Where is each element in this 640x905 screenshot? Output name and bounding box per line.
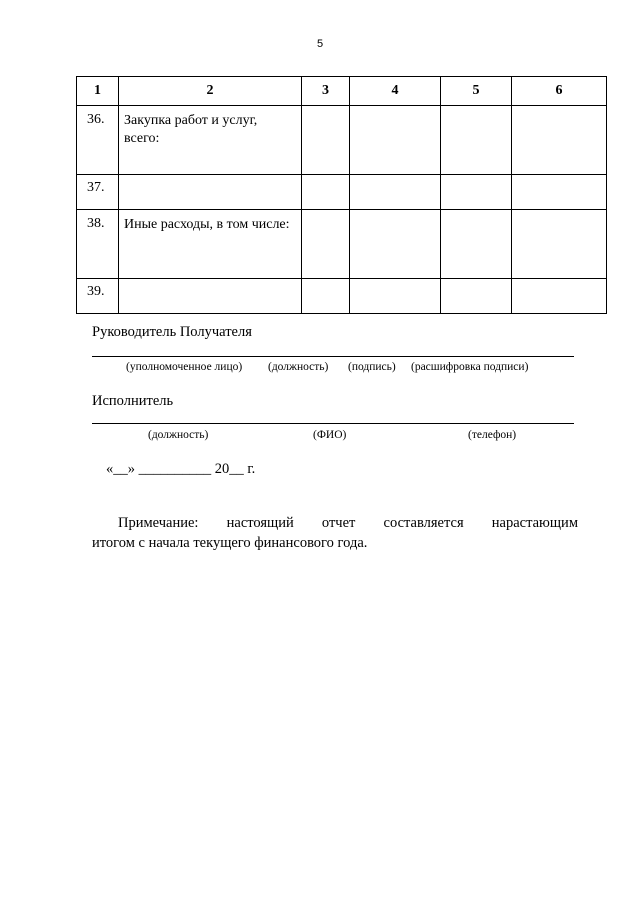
table-cell [512, 175, 607, 210]
note-line-1: Примечание: настоящий отчет составляется нарастающим [118, 515, 578, 531]
executor-signature-line [92, 423, 574, 424]
table-cell [350, 106, 441, 175]
table-cell [302, 279, 350, 314]
table-row [77, 175, 607, 210]
caption-executor-phone: (телефон) [468, 429, 517, 441]
table-cell [441, 175, 512, 210]
caption-position: (должность) [268, 361, 329, 373]
row-label: Иные расходы, в том числе: [119, 210, 302, 279]
caption-signature-decoding: (расшифровка подписи) [411, 361, 529, 373]
column-header: 2 [119, 77, 302, 106]
table-cell [441, 210, 512, 279]
table-cell [302, 175, 350, 210]
row-number: 38. [77, 210, 119, 279]
caption-executor-position: (должность) [148, 429, 209, 441]
row-label: Закупка работ и услуг, всего: [119, 106, 302, 175]
table-row [77, 279, 607, 314]
row-number: 37. [77, 175, 119, 210]
table-cell [512, 106, 607, 175]
column-header: 3 [302, 77, 350, 106]
head-signature-title: Руководитель Получателя [92, 324, 252, 340]
caption-authorized-person: (уполномоченное лицо) [126, 361, 243, 373]
column-header: 5 [441, 77, 512, 106]
row-number: 39. [77, 279, 119, 314]
table-cell [350, 175, 441, 210]
table-cell [512, 210, 607, 279]
table-cell [302, 210, 350, 279]
table-row [77, 210, 607, 279]
caption-executor-name: (ФИО) [313, 429, 347, 441]
table-cell [441, 279, 512, 314]
executor-signature-title: Исполнитель [92, 393, 174, 409]
table-row [77, 106, 607, 175]
head-signature-line [92, 356, 574, 357]
caption-signature: (подпись) [348, 361, 396, 373]
row-label [119, 279, 302, 314]
table-cell [512, 279, 607, 314]
date-line: «__» __________ 20__ г. [106, 461, 256, 477]
report-table [76, 76, 607, 314]
page-number: 5 [316, 38, 324, 50]
table-cell [350, 279, 441, 314]
table-cell [350, 210, 441, 279]
row-number: 36. [77, 106, 119, 175]
column-header: 4 [350, 77, 441, 106]
note-paragraph [92, 513, 578, 553]
column-header: 1 [77, 77, 119, 106]
note-line-2: итогом с начала текущего финансового года. [92, 535, 368, 551]
column-header: 6 [512, 77, 607, 106]
table-cell [441, 106, 512, 175]
table-cell [302, 106, 350, 175]
row-label [119, 175, 302, 210]
table-header-row [77, 77, 607, 106]
